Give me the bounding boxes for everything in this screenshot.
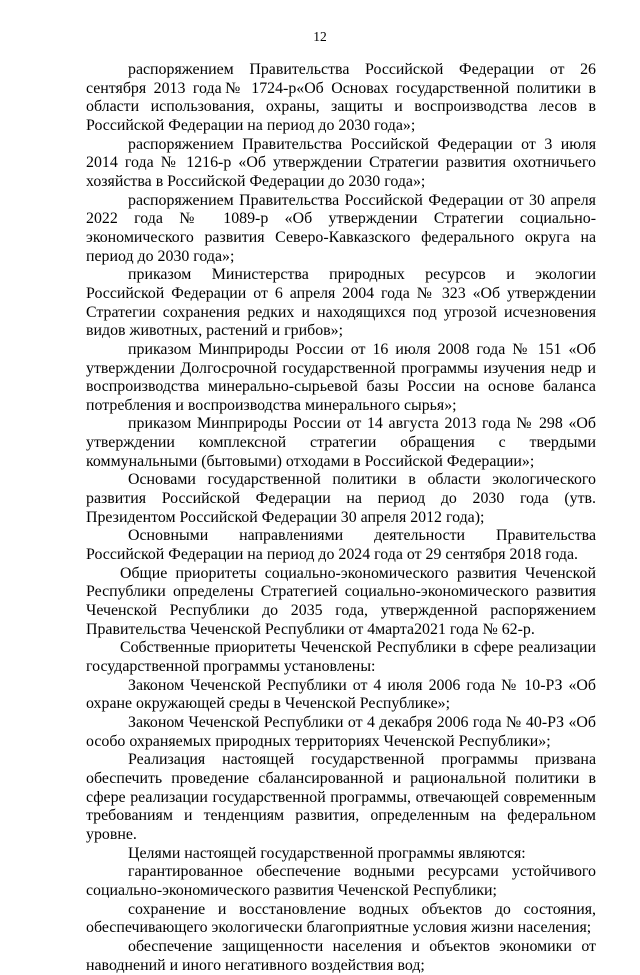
document-body xyxy=(86,61,596,975)
page-number: 12 xyxy=(313,29,327,44)
paragraph-government-directions: Основными направлениями деятельности Правительства Российской Федерации на период до 2024 года от 29 сентября 2018 года. xyxy=(86,527,596,564)
paragraph-north-caucasus-strategy: распоряжением Правительства Российской Федерации от 30 апреля 2022 года № 1089-р «Об утверждении Стратегии социально-экономического развития Северо-Кавказского федерального округа на период до 2030 года»; xyxy=(86,191,596,265)
paragraph-goal-flood-protection: обеспечение защищенности населения и объектов экономики от наводнений и иного негативного воздействия вод; xyxy=(86,937,596,974)
paragraph-environment-law: Законом Чеченской Республики от 4 июля 2006 года № 10-РЗ «Об охране окружающей среды в Чеченской Республике»; xyxy=(86,676,596,713)
paragraph-program-implementation: Реализация настоящей государственной программы призвана обеспечить проведение сбалансированной и рациональной политики в сфере реализации государственной программы, отвечающей современным требованиям и тенденциям развития, определенным на федеральном уровне. xyxy=(86,751,596,843)
paragraph-goal-water-supply: гарантированное обеспечение водными ресурсами устойчивого социально-экономического развития Чеченской Республики; xyxy=(86,863,596,899)
paragraph-waste-strategy: приказом Минприроды России от 14 августа 2013 года № 298 «Об утверждении комплексной стратегии обращения с твердыми коммунальными (бытовыми) отходами в Российской Федерации»; xyxy=(86,415,596,470)
paragraph-subsoil-program: приказом Минприроды России от 16 июля 2008 года № 151 «Об утверждении Долгосрочной государственной программы изучения недр и воспроизводства минерально-сырьевой базы России на основе баланса потребления и воспроизводства минерального сырья»; xyxy=(86,340,596,414)
paragraph-forest-policy: распоряжением Правительства Российской Федерации от 26 сентября 2013 года№ 1724-р«Об Основах государственной политики в области использования, охраны, защиты и воспроизводства лесов в Российской Федерации на период до 2030 года»; xyxy=(86,61,596,134)
paragraph-program-goals-intro: Целями настоящей государственной программы являются: xyxy=(128,844,526,862)
paragraph-goal-water-restoration: сохранение и восстановление водных объектов до состояния, обеспечивающего экологически благоприятные условия жизни населения; xyxy=(86,900,596,937)
paragraph-hunting-strategy: распоряжением Правительства Российской Федерации от 3 июля 2014 года № 1216-р «Об утверждении Стратегии развития охотничьего хозяйства в Российской Федерации до 2030 года»; xyxy=(86,135,596,190)
paragraph-general-priorities: Общие приоритеты социально-экономического развития Чеченской Республики определены Стратегией социально-экономического развития Чеченской Республики до 2035 года, утвержденной распоряжением Правительства Чеченской Республики от 4марта2021 года № 62-р. xyxy=(86,564,596,638)
paragraph-rare-species-strategy: приказом Министерства природных ресурсов и экологии Российской Федерации от 6 апреля 2004 года № 323 «Об утверждении Стратегии сохранения редких и находящихся под угрозой исчезновения видов животных, растений и грибов»; xyxy=(86,266,596,340)
paragraph-own-priorities: Собственные приоритеты Чеченской Республики в сфере реализации государственной программы установлены: xyxy=(86,639,596,675)
paragraph-protected-areas-law: Законом Чеченской Республики от 4 декабря 2006 года № 40-РЗ «Об особо охраняемых природных территориях Чеченской Республики»; xyxy=(86,713,596,750)
paragraph-ecological-policy: Основами государственной политики в области экологического развития Российской Федерации на период до 2030 года (утв. Президентом Российской Федерации 30 апреля 2012 года); xyxy=(86,471,596,526)
